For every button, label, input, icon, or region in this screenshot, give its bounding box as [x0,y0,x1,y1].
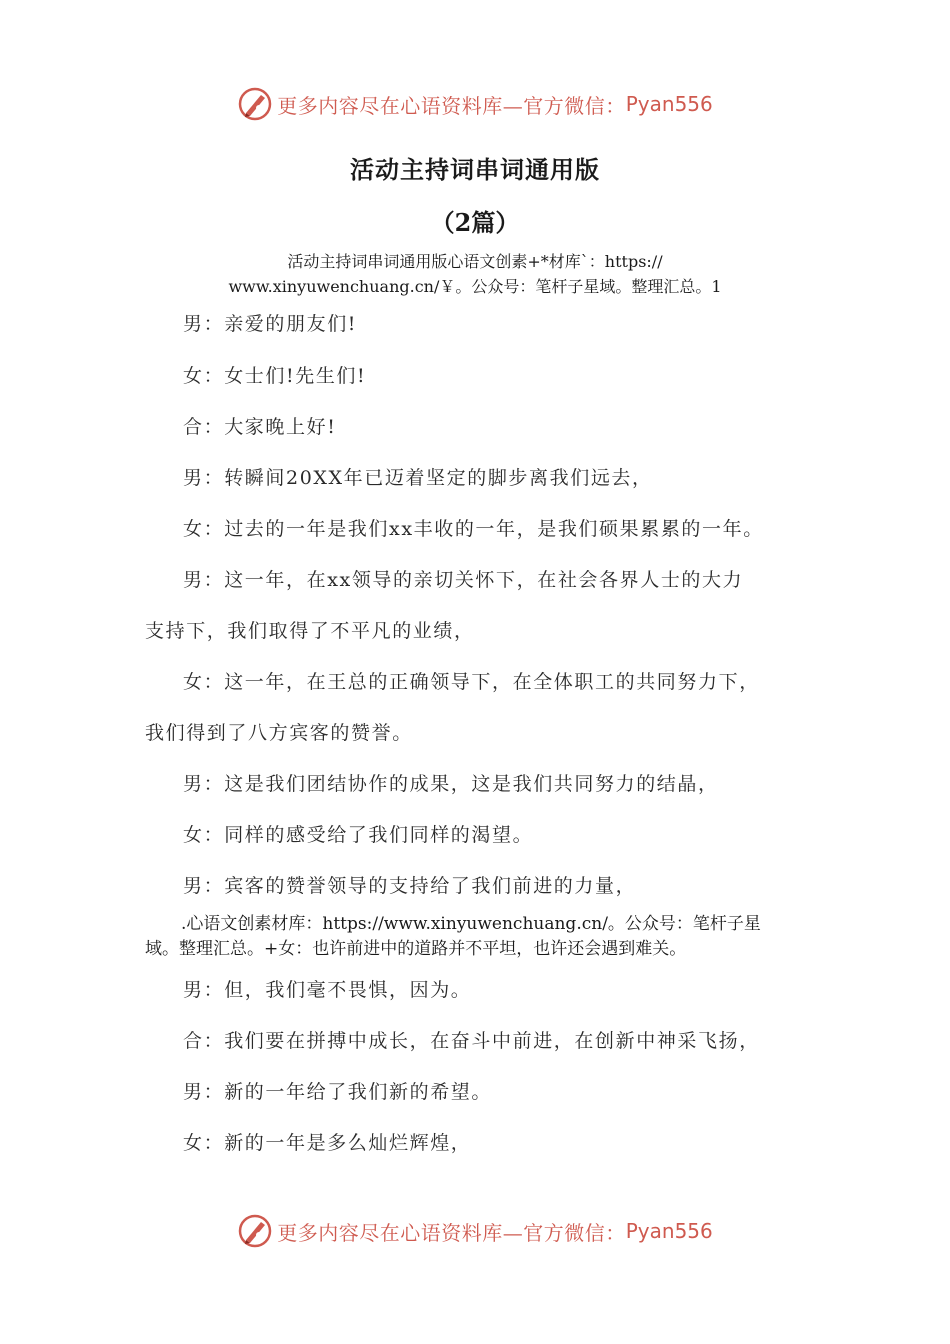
paragraph: 女：女士们!先生们! [183,365,367,387]
document-subtitle: （2篇） [430,208,520,237]
paragraph: 男：这是我们团结协作的成果，这是我们共同努力的结晶， [183,773,719,795]
banner-text: 更多内容尽在心语资料库—官方微信： [277,93,626,118]
paragraph: 女：新的一年是多么灿烂辉煌， [183,1132,472,1154]
paragraph: 男：这一年，在xx领导的亲切关怀下，在社会各界人士的大力 [183,569,744,591]
paragraph: 男：宾客的赞誉领导的支持给了我们前进的力量， [183,875,637,897]
inline-source-note [145,912,810,962]
paragraph: 男：转瞬间20XX年已迈着坚定的脚步离我们远去， [183,467,653,489]
intro-line-2: www.xinyuwenchuang.cn/￥。公众号：笔杆子星域。整理汇总。1 [228,277,722,296]
intro-source-note [145,249,805,299]
intro-line-1: 活动主持词串词通用版心语文创素+*材库`：https:// [287,252,663,271]
paragraph: 女：这一年，在王总的正确领导下，在全体职工的共同努力下， [183,671,760,693]
paragraph: 女：过去的一年是我们xx丰收的一年，是我们硕果累累的一年。 [183,518,764,540]
banner-wechat-id: Pyan556 [625,1219,713,1243]
footer-banner [0,1209,950,1253]
paragraph-continuation: 支持下，我们取得了不平凡的业绩， [145,620,475,642]
banner-text: 更多内容尽在心语资料库—官方微信： [277,1220,626,1245]
paragraph: 男：但，我们毫不畏惧，因为。 [183,979,472,1001]
banner-wechat-id: Pyan556 [625,92,713,116]
inline-note-line-2: 域。整理汇总。+女：也许前进中的道路并不平坦，也许还会遇到难关。 [145,939,687,959]
header-banner [0,82,950,126]
document-title: 活动主持词串词通用版 [350,155,600,184]
paragraph-continuation: 我们得到了八方宾客的赞誉。 [145,722,413,744]
pen-logo-icon [237,1213,273,1249]
paragraph: 男：亲爱的朋友们! [183,313,358,335]
paragraph: 女：同样的感受给了我们同样的渴望。 [183,824,534,846]
inline-note-line-1: .心语文创素材库：https://www.xinyuwenchuang.cn/。公众号：笔杆子星 [181,914,761,934]
pen-logo-icon [237,86,273,122]
paragraph: 男：新的一年给了我们新的希望。 [183,1081,493,1103]
paragraph: 合：大家晚上好! [183,416,337,438]
paragraph: 合：我们要在拼搏中成长，在奋斗中前进，在创新中神采飞扬， [183,1030,760,1052]
